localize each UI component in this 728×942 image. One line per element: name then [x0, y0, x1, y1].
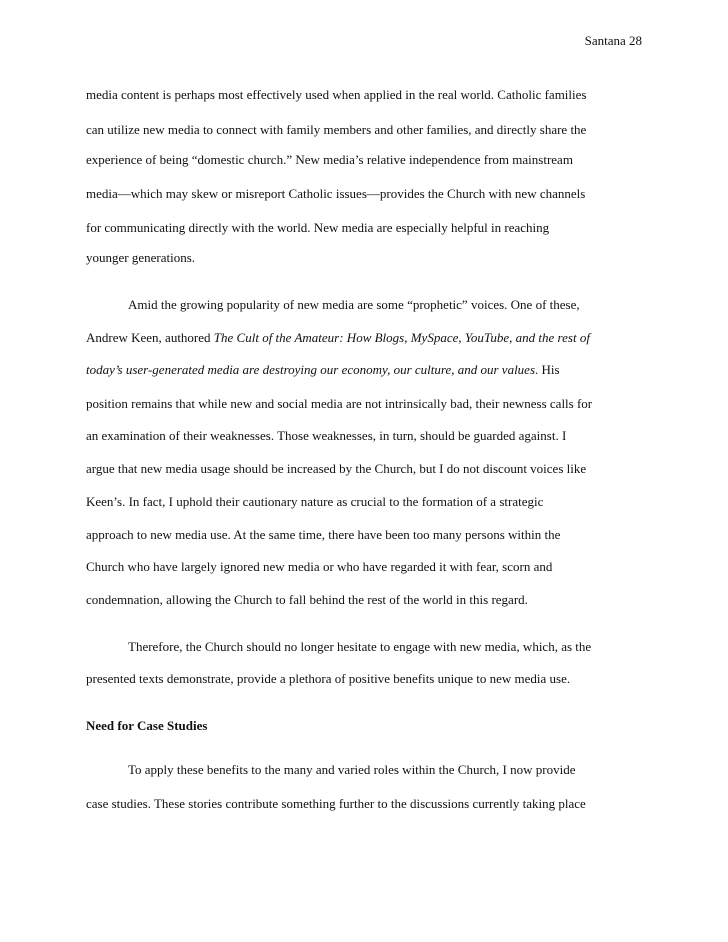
- body-line-1: media content is perhaps most effectively used when applied in the real world. Catholic families: [86, 87, 587, 102]
- body-line-12: argue that new media usage should be increased by the Church, but I do not discount voices like: [86, 461, 587, 476]
- body-line-16: condemnation, allowing the Church to fall behind the rest of the world in this regard.: [86, 592, 528, 607]
- body-line-5: for communicating directly with the world. New media are especially helpful in reaching: [86, 220, 550, 235]
- body-line-13: Keen’s. In fact, I uphold their cautionary nature as crucial to the formation of a strategic: [86, 494, 544, 509]
- body-line-14: approach to new media use. At the same time, there have been too many persons within the: [86, 527, 561, 542]
- body-line-4: media—which may skew or misreport Catholic issues—provides the Church with new channels: [86, 186, 586, 201]
- body-line-15: Church who have largely ignored new media or who have regarded it with fear, scorn and: [86, 559, 553, 574]
- body-line-6: younger generations.: [86, 250, 196, 265]
- body-line-10: position remains that while new and social media are not intrinsically bad, their newness calls for: [86, 396, 593, 411]
- book-title-part-1: The Cult of the Amateur: How Blogs, MySpace, YouTube, and the rest of: [213, 330, 590, 345]
- body-line-19: To apply these benefits to the many and varied roles within the Church, I now provide: [128, 762, 576, 777]
- body-line-2: can utilize new media to connect with family members and other families, and directly share the: [86, 122, 587, 137]
- body-line-7: Amid the growing popularity of new media are some “prophetic” voices. One of these,: [128, 297, 580, 312]
- body-line-18: presented texts demonstrate, provide a plethora of positive benefits unique to new media use.: [86, 671, 571, 686]
- running-head: Santana 28: [584, 33, 642, 48]
- body-line-8-text: Andrew Keen, authored: [86, 330, 214, 345]
- body-line-3: experience of being “domestic church.” New media’s relative independence from mainstream: [86, 152, 573, 167]
- body-line-8: [86, 330, 590, 346]
- body-line-9-text: . His: [535, 362, 560, 377]
- body-line-17: Therefore, the Church should no longer hesitate to engage with new media, which, as the: [128, 639, 592, 654]
- section-heading: Need for Case Studies: [86, 718, 208, 733]
- body-line-11: an examination of their weaknesses. Those weaknesses, in turn, should be guarded against. I: [86, 428, 567, 443]
- body-line-20: case studies. These stories contribute something further to the discussions currently taking place: [86, 796, 586, 811]
- body-line-9: [86, 362, 560, 378]
- book-title-part-2: today’s user-generated media are destroying our economy, our culture, and our values: [86, 362, 536, 377]
